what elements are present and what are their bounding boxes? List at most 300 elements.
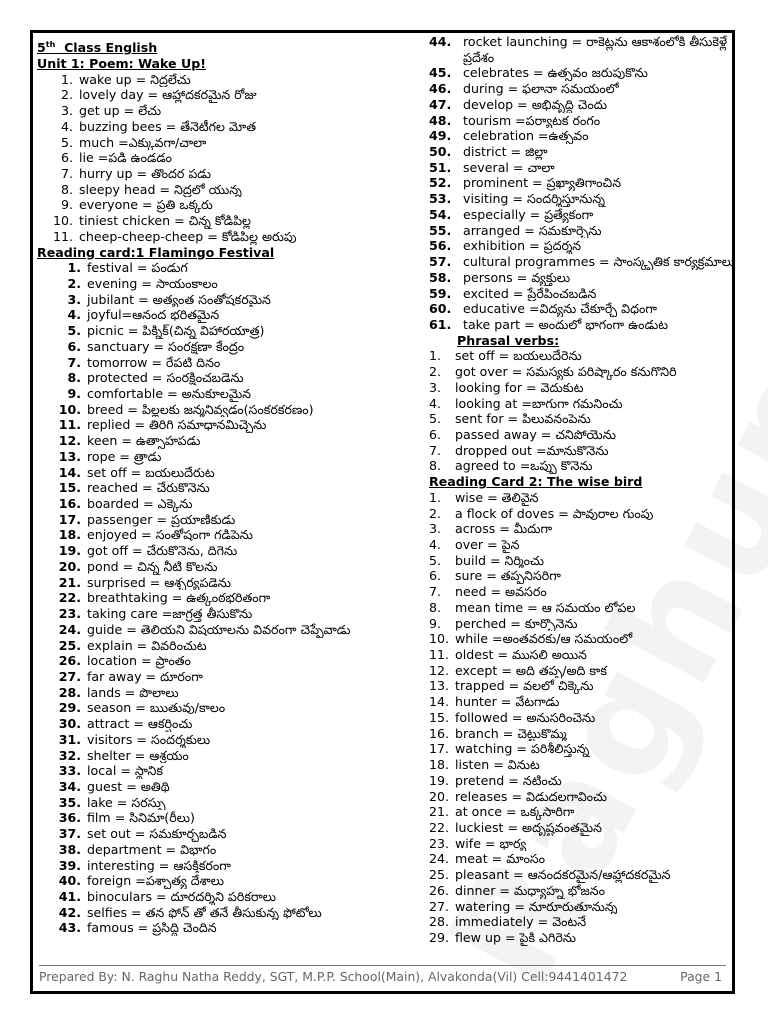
list-item (37, 905, 397, 921)
item-number: 5. (429, 552, 442, 568)
list-item (429, 741, 735, 757)
item-text: explain = వివరించుట (87, 637, 207, 653)
list-item (429, 317, 735, 333)
item-text: build = నిర్మించు (455, 552, 544, 568)
item-text: local = స్థానిక (87, 763, 163, 779)
list-item (37, 826, 397, 842)
item-number: 33. (58, 763, 81, 779)
item-text: wife = భార్య (455, 835, 527, 851)
list-item (429, 254, 735, 270)
item-text: season = ఋతువు/కాలం (87, 700, 226, 716)
list-item (37, 433, 397, 449)
list-item (429, 930, 735, 946)
item-text: visiting = సందర్శిస్తూనున్న (463, 191, 605, 207)
item-number: 21. (429, 804, 450, 820)
item-number: 11. (58, 417, 81, 433)
item-text: cheep-cheep-cheep = కోడిపిల్ల అరుపు (79, 228, 297, 244)
list-item (37, 512, 397, 528)
item-number: 29. (429, 929, 450, 945)
item-text: set off = బయలుదేరుట (87, 464, 215, 480)
list-item (429, 851, 735, 867)
list-item (37, 685, 397, 701)
reading2-list (429, 490, 735, 946)
item-text: selfies = తన ఫోన్ తో తనే తీసుకున్న ఫోటోలు (87, 904, 322, 920)
list-item (37, 417, 397, 433)
item-text: agreed to =ఒప్పు కొనెను (455, 458, 593, 474)
item-text: tomorrow = రేపటి దినం (87, 354, 221, 370)
list-item (429, 553, 735, 569)
item-number: 19. (58, 543, 81, 559)
item-number: 6. (67, 338, 81, 354)
list-item (429, 380, 735, 396)
item-text: looking at =బాగుగా గమనించు (455, 395, 623, 411)
list-item (429, 223, 735, 239)
left-column (37, 37, 397, 936)
list-item (37, 700, 397, 716)
item-number: 1. (429, 348, 442, 364)
item-text: much =ఎక్కువగా/చాలా (79, 134, 207, 150)
item-text: perched = కూర్చొనెను (455, 615, 578, 631)
item-number: 18. (429, 757, 450, 773)
list-item (37, 150, 397, 166)
item-text: breathtaking = ఉత్కంఠభరితంగా (87, 590, 271, 606)
item-text: dropped out =మానుకొనెను (455, 442, 609, 458)
item-text: persons = వ్యక్తులు (463, 269, 571, 285)
list-item (429, 128, 735, 144)
list-item (429, 411, 735, 427)
item-number: 9. (60, 197, 73, 213)
list-item (429, 647, 735, 663)
list-item (37, 496, 397, 512)
item-text: famous = ప్రసిద్ధి చెందిన (87, 920, 217, 936)
list-item (429, 113, 735, 129)
item-number: 39. (58, 857, 81, 873)
list-item (37, 213, 397, 229)
item-number: 9. (67, 386, 81, 401)
list-item (429, 899, 735, 915)
list-item (37, 669, 397, 685)
item-text: followed = అనుసరించెను (455, 709, 596, 725)
item-text: passed away = చనిపోయెను (455, 426, 616, 442)
item-text: interesting = ఆసక్తికరంగా (87, 857, 231, 873)
list-item (429, 773, 735, 789)
page-footer (39, 969, 722, 984)
list-item (429, 836, 735, 852)
list-item (429, 883, 735, 899)
item-number: 4. (429, 395, 442, 411)
item-number: 10. (52, 213, 73, 229)
item-number: 46. (429, 81, 452, 97)
item-text: keen = ఉత్సాహపడు (87, 433, 201, 449)
item-number: 38. (58, 841, 81, 857)
list-item (429, 191, 735, 207)
list-item (429, 81, 735, 97)
list-item (429, 301, 735, 317)
item-text: wise = తెలివైన (455, 489, 539, 505)
item-number: 5. (67, 323, 81, 339)
item-text: sanctuary = సంరక్షణా కేంద్రం (87, 338, 245, 354)
list-item (37, 370, 397, 386)
item-number: 55. (429, 222, 452, 238)
item-text: arranged = సమకూర్చెను (463, 222, 602, 238)
item-text: shelter = ఆశ్రయం (87, 747, 189, 763)
item-number: 6. (60, 150, 73, 166)
item-number: 27. (58, 668, 81, 684)
item-number: 49. (429, 128, 452, 144)
list-item (37, 166, 397, 182)
item-number: 52. (429, 175, 452, 191)
item-number: 4. (429, 537, 442, 552)
item-text: luckiest = అదృష్టవంతమైన (455, 819, 602, 835)
item-text: except = అది తప్ప/అది కాక (455, 662, 607, 678)
item-number: 41. (58, 889, 81, 904)
item-text: replied = తిరిగి సమాధానమిచ్చెను (87, 417, 267, 433)
item-number: 1. (60, 71, 73, 87)
item-number: 12. (429, 662, 450, 678)
list-item (429, 490, 735, 506)
list-item (429, 804, 735, 820)
item-number: 5. (429, 411, 442, 427)
item-text: get up = లేచు (79, 103, 162, 119)
list-item (37, 135, 397, 151)
item-text: educative =విద్యను చేకూర్చే విధంగా (463, 301, 658, 317)
list-item (429, 207, 735, 223)
item-number: 24. (429, 851, 450, 867)
item-number: 20. (58, 558, 81, 574)
list-item (37, 779, 397, 795)
item-number: 2. (67, 275, 81, 291)
list-item (429, 506, 735, 522)
item-text: prominent = ప్రఖ్యాతిగాంచిన (463, 175, 622, 191)
list-item (429, 600, 735, 616)
item-number: 56. (429, 238, 452, 254)
item-text: district = జిల్లా (463, 144, 548, 160)
item-text: looking for = వెదుకుట (455, 379, 584, 395)
item-text: lovely day = ఆహ్లాదకరమైన రోజు (79, 87, 257, 103)
reading1-continued-list (429, 34, 735, 333)
list-item (429, 584, 735, 600)
item-text: take part = అందులో భాగంగా ఉండుట (463, 316, 668, 332)
item-text: celebration =ఉత్సవం (463, 128, 589, 144)
item-text: wake up = నిద్రలేచు (79, 71, 191, 87)
item-text: hurry up = తొందర పడు (79, 165, 211, 181)
footer-rule (39, 965, 726, 966)
item-text: passenger = ప్రయాణికుడు (87, 511, 236, 527)
list-item (429, 238, 735, 254)
list-item (37, 480, 397, 496)
item-text: at once = ఒక్కసారిగా (455, 804, 575, 820)
item-text: during = ఫలానా సమయంలో (463, 81, 619, 97)
list-item (429, 270, 735, 286)
item-number: 28. (429, 914, 450, 930)
item-text: rope = త్రాడు (87, 448, 162, 464)
item-text: exhibition = ప్రదర్శన (463, 238, 582, 254)
item-number: 43. (58, 920, 81, 936)
list-item (37, 810, 397, 826)
item-text: department = విభాగం (87, 841, 217, 857)
footer-credit: Prepared By: N. Raghu Natha Reddy, SGT, M.P.P. School(Main), Alvakonda(Vil) Cell:9441401472 (39, 969, 628, 984)
item-number: 2. (60, 87, 73, 103)
item-number: 22. (58, 590, 81, 606)
list-item (429, 726, 735, 742)
item-text: oldest = ముసలి అయిన (455, 647, 587, 663)
list-item (37, 748, 397, 764)
item-number: 53. (429, 191, 452, 207)
list-item (429, 160, 735, 176)
list-item (429, 757, 735, 773)
list-item (429, 458, 735, 474)
item-text: enjoyed = సంతోషంగా గడిపెను (87, 527, 253, 543)
item-number: 58. (429, 269, 452, 285)
item-number: 7. (67, 354, 81, 370)
item-number: 37. (58, 826, 81, 842)
list-item (429, 144, 735, 160)
item-number: 45. (429, 65, 452, 81)
item-number: 40. (58, 873, 81, 889)
item-number: 27. (429, 898, 450, 914)
list-item (429, 820, 735, 836)
item-text: attract = ఆకర్షించు (87, 716, 193, 732)
item-text: listen = వినుట (455, 757, 540, 773)
item-number: 1. (67, 260, 81, 276)
item-text: pretend = నటించు (455, 772, 562, 788)
item-number: 7. (60, 165, 73, 181)
item-text: trapped = వలలో చిక్కెను (455, 678, 594, 694)
item-number: 22. (429, 819, 450, 835)
item-number: 60. (429, 301, 452, 317)
item-text: guest = అతిథి (87, 778, 170, 794)
item-number: 16. (429, 725, 450, 741)
list-item (37, 276, 397, 292)
item-number: 4. (60, 118, 73, 134)
item-number: 32. (58, 747, 81, 763)
item-text: location = ప్రాంతం (87, 653, 191, 669)
item-text: celebrates = ఉత్సవం జరుపుకొను (463, 65, 648, 81)
item-number: 15. (58, 480, 81, 496)
reading1-heading: Reading card:1 Flamingo Festival (37, 244, 275, 260)
item-text: tiniest chicken = చిన్న కోడిపిల్ల (79, 213, 251, 229)
list-item (37, 653, 397, 669)
item-number: 16. (58, 496, 81, 512)
item-text: while =అంతవరకు/ఆ సమయంలో (455, 631, 633, 647)
list-item (429, 678, 735, 694)
item-number: 18. (58, 527, 81, 543)
item-number: 10. (429, 631, 450, 647)
list-item (37, 527, 397, 543)
item-text: everyone = ప్రతి ఒక్కరు (79, 197, 213, 213)
list-item (37, 339, 397, 355)
page-frame (30, 30, 735, 994)
list-item (429, 427, 735, 443)
list-item (429, 65, 735, 81)
item-text: rocket launching = రాకెట్లను ఆకాశంలోకి తీసుకెళ్లే ప్రదేశం (463, 34, 728, 65)
list-item (429, 710, 735, 726)
item-text: taking care =జాగ్రత్త తీసుకొను (87, 606, 253, 622)
list-item (37, 72, 397, 88)
item-text: film = సినిమా(రీలు) (87, 810, 195, 826)
item-number: 3. (67, 291, 81, 307)
item-number: 3. (429, 379, 442, 395)
item-text: excited = ప్రేరేపించబడిన (463, 285, 597, 301)
phrasal-heading: Phrasal verbs: (457, 332, 560, 348)
item-number: 7. (429, 584, 442, 600)
list-item (37, 182, 397, 198)
item-number: 13. (429, 678, 450, 694)
item-text: cultural programmes = సాంస్కృతిక కార్యక్రమాలు (463, 254, 735, 270)
list-item (429, 175, 735, 191)
item-text: especially = ప్రత్యేకంగా (463, 206, 594, 222)
list-item (429, 914, 735, 930)
item-text: buzzing bees = తేనెటీగల మోత (79, 118, 257, 134)
list-item (37, 590, 397, 606)
class-title-text: Class English (55, 40, 158, 56)
item-number: 1. (429, 489, 442, 505)
list-item (37, 763, 397, 779)
class-title (37, 37, 397, 56)
item-number: 59. (429, 285, 452, 301)
item-number: 9. (429, 615, 442, 631)
phrasal-list (429, 348, 735, 474)
item-text: hunter = వేటగాడు (455, 694, 560, 710)
item-number: 17. (429, 741, 450, 757)
list-item (429, 348, 735, 364)
item-number: 29. (58, 700, 81, 716)
item-text: releases = విడుదలగావించు (455, 788, 607, 804)
item-number: 11. (429, 647, 450, 663)
item-number: 14. (58, 464, 81, 480)
item-text: flew up = పైకి ఎగిరెను (455, 929, 577, 945)
list-item (37, 260, 397, 276)
list-item (37, 229, 397, 245)
item-number: 51. (429, 159, 452, 175)
item-text: sent for = పిలువనంపెను (455, 411, 591, 427)
list-item (429, 443, 735, 459)
item-number: 26. (429, 882, 450, 898)
item-text: set out = సమకూర్చబడిన (87, 826, 227, 842)
item-number: 42. (58, 904, 81, 920)
item-text: picnic = పిక్నిక్(చిన్న విహారయాత్ర) (87, 323, 265, 339)
item-number: 2. (429, 505, 442, 521)
list-item (37, 842, 397, 858)
item-text: joyful=ఆనంద భరితమైన (87, 307, 220, 323)
item-number: 8. (429, 599, 442, 615)
item-text: lie =పడి ఉండడం (79, 150, 172, 166)
reading2-heading: Reading Card 2: The wise bird (429, 474, 643, 490)
item-text: got off = చేరుకొనెను, దిగెను (87, 543, 238, 559)
item-number: 28. (58, 684, 81, 700)
page-number: Page 1 (680, 969, 722, 984)
list-item (37, 103, 397, 119)
item-text: over = పైన (455, 537, 520, 552)
list-item (37, 402, 397, 418)
item-text: comfortable = అనుకూలమైన (87, 386, 252, 401)
item-number: 44. (429, 34, 452, 49)
item-number: 14. (429, 694, 450, 710)
item-text: tourism =పర్యాటక రంగం (463, 112, 601, 128)
reading1-list (37, 260, 397, 936)
list-item (429, 34, 735, 65)
item-number: 25. (58, 637, 81, 653)
item-number: 50. (429, 144, 452, 160)
list-item (429, 867, 735, 883)
item-number: 36. (58, 810, 81, 826)
list-item (37, 119, 397, 135)
list-item (37, 795, 397, 811)
item-number: 25. (429, 867, 450, 883)
item-text: pond = చిన్న నీటి కొలను (87, 558, 218, 574)
list-item (37, 465, 397, 481)
item-text: pleasant = ఆనందకరమైన/ఆహ్లాదకరమైన (455, 867, 671, 883)
item-number: 11. (52, 228, 73, 244)
item-number: 12. (58, 433, 81, 449)
list-item (37, 575, 397, 591)
list-item (429, 97, 735, 113)
item-number: 21. (58, 574, 81, 590)
item-number: 24. (58, 621, 81, 637)
list-item (37, 732, 397, 748)
list-item (429, 663, 735, 679)
item-number: 47. (429, 96, 452, 112)
item-number: 2. (429, 364, 442, 380)
item-text: lake = సరస్సు (87, 794, 166, 810)
item-number: 4. (67, 307, 81, 323)
list-item (37, 87, 397, 103)
list-item (37, 197, 397, 213)
item-text: surprised = ఆశ్చర్యపడెను (87, 574, 231, 590)
list-item (429, 521, 735, 537)
item-text: binoculars = దూరదర్శిని పరికరాలు (87, 889, 277, 904)
item-text: visitors = సందర్శకులు (87, 731, 211, 747)
item-text: festival = పండుగ (87, 260, 188, 276)
class-number: 5 (37, 40, 46, 56)
list-item (429, 616, 735, 632)
item-number: 23. (429, 835, 450, 851)
item-text: across = మీదుగా (455, 521, 553, 537)
item-number: 20. (429, 788, 450, 804)
item-number: 15. (429, 709, 450, 725)
item-number: 6. (429, 568, 442, 584)
item-number: 48. (429, 112, 452, 128)
item-text: branch = చెట్టుకొమ్మ (455, 725, 567, 741)
item-text: watering = నూరూరుతూనున్న (455, 898, 618, 914)
item-number: 26. (58, 653, 81, 669)
item-number: 17. (58, 511, 81, 527)
item-number: 8. (60, 181, 73, 197)
list-item (429, 286, 735, 302)
item-text: sleepy head = నిద్రలో యున్న (79, 181, 242, 197)
list-item (37, 292, 397, 308)
item-text: need = అవసరం (455, 584, 547, 600)
unit1-heading: Unit 1: Poem: Wake Up! (37, 55, 206, 71)
item-number: 5. (60, 134, 73, 150)
item-text: mean time = ఆ సమయం లోపల (455, 599, 636, 615)
item-text: foreign =పశ్చాత్య దేశాలు (87, 873, 225, 889)
item-number: 30. (58, 716, 81, 732)
item-text: immediately = వెంటనే (455, 914, 587, 930)
item-number: 34. (58, 778, 81, 794)
list-item (37, 638, 397, 654)
item-text: develop = అభివృద్ధి చెందు (463, 96, 608, 112)
item-number: 10. (58, 401, 81, 417)
item-text: several = చాలా (463, 159, 555, 175)
item-text: far away = దూరంగా (87, 668, 203, 684)
item-text: lands = పొలాలు (87, 684, 179, 700)
item-text: got over = సమస్యకు పరిష్కారం కనుగొనిరి (455, 364, 677, 380)
list-item (37, 858, 397, 874)
item-number: 8. (67, 370, 81, 386)
item-number: 23. (58, 606, 81, 622)
list-item (429, 568, 735, 584)
